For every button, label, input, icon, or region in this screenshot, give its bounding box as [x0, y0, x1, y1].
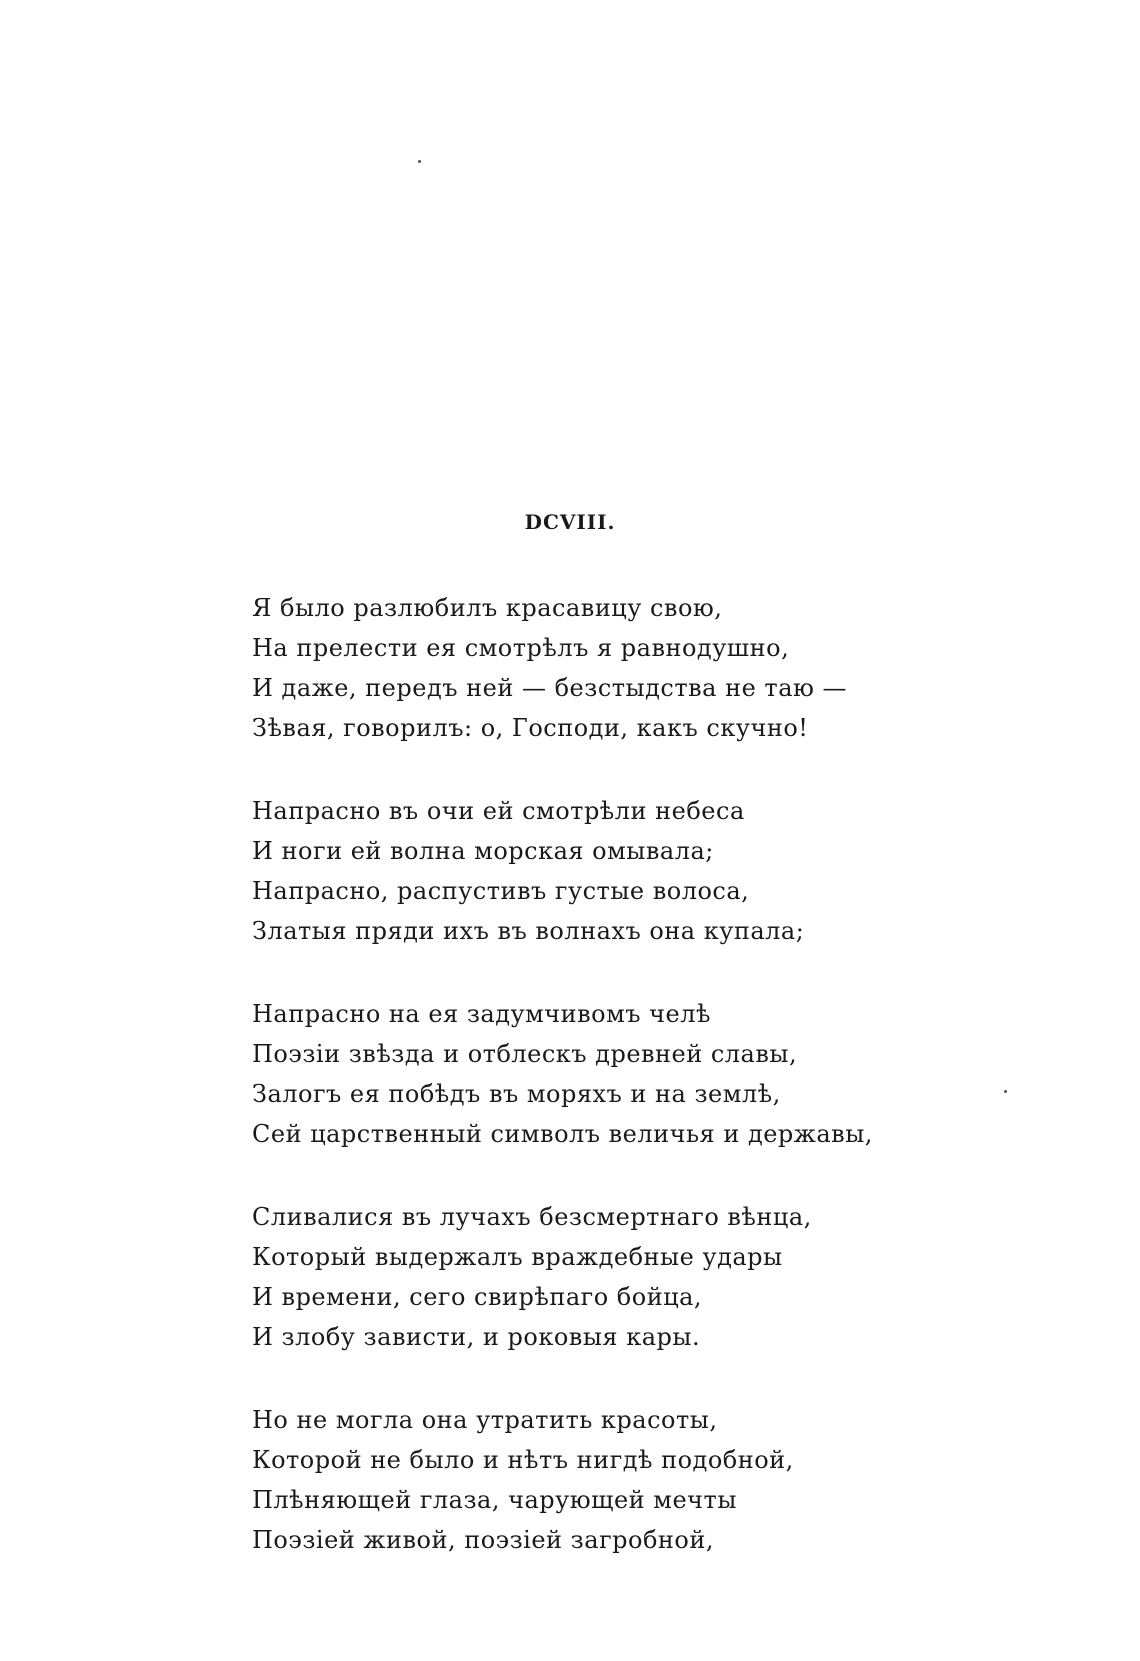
verse-line: Напрасно на ея задумчивомъ челѣ	[252, 1000, 711, 1028]
stanza-1	[252, 588, 892, 748]
verse-line: Зѣвая, говорилъ: о, Господи, какъ скучно!	[252, 714, 809, 742]
ink-speck	[1004, 1090, 1007, 1093]
stanza-3	[252, 994, 892, 1154]
verse-line: Но не могла она утратить красоты,	[252, 1406, 718, 1434]
verse-line: Плѣняющей глаза, чарующей мечты	[252, 1486, 737, 1514]
verse-line: Поэзіи звѣзда и отблескъ древней славы,	[252, 1040, 798, 1068]
verse-line: Которой не было и нѣтъ нигдѣ подобной,	[252, 1446, 794, 1474]
verse-line: Напрасно въ очи ей смотрѣли небеса	[252, 797, 745, 825]
verse-line: Златыя пряди ихъ въ волнахъ она купала;	[252, 917, 805, 945]
poem-number-heading: DCVIII.	[524, 510, 616, 534]
verse-line: Сей царственный символъ величья и державы,	[252, 1120, 873, 1148]
verse-line: Поэзіей живой, поэзіей загробной,	[252, 1526, 714, 1554]
stanza-4	[252, 1197, 892, 1357]
verse-line: И ноги ей волна морская омывала;	[252, 837, 714, 865]
stanza-2	[252, 791, 892, 951]
ink-speck	[418, 160, 421, 163]
verse-line: И злобу зависти, и роковыя кары.	[252, 1323, 701, 1351]
poem-body	[252, 588, 892, 1603]
stanza-5	[252, 1400, 892, 1560]
verse-line: Залогъ ея побѣдъ въ моряхъ и на землѣ,	[252, 1080, 781, 1108]
verse-line: Я было разлюбилъ красавицу свою,	[252, 594, 723, 622]
verse-line: И времени, сего свирѣпаго бойца,	[252, 1283, 703, 1311]
verse-line: Напрасно, распустивъ густые волоса,	[252, 877, 750, 905]
verse-line: Сливалися въ лучахъ безсмертнаго вѣнца,	[252, 1203, 812, 1231]
verse-line: И даже, передъ ней — безстыдства не таю —	[252, 674, 848, 702]
verse-line: Который выдержалъ враждебные удары	[252, 1243, 783, 1271]
verse-line: На прелести ея смотрѣлъ я равнодушно,	[252, 634, 790, 662]
